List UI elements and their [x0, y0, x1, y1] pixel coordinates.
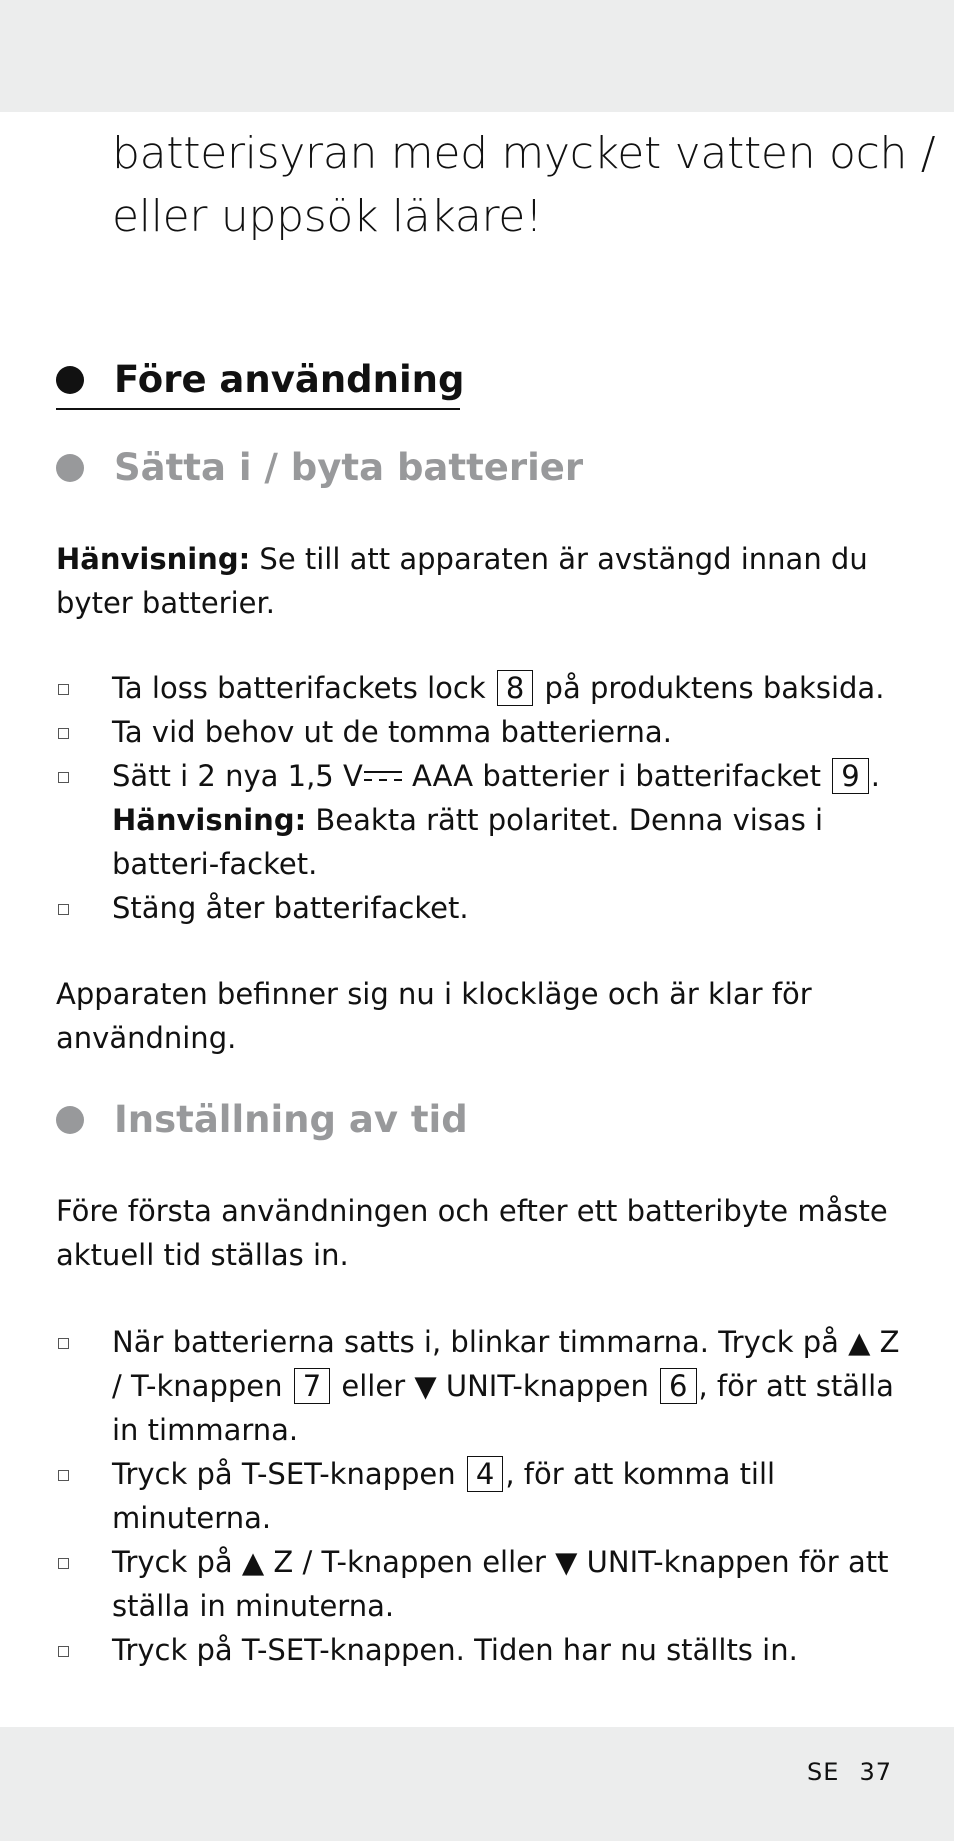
- time-heading-text: Inställning av tid: [114, 1098, 468, 1141]
- note-text: Se till att apparaten är avstängd innan du byter batterier.: [56, 542, 868, 620]
- note-label: Hänvisning:: [112, 803, 307, 837]
- time-heading: [56, 1098, 468, 1141]
- part-reference: 7: [294, 1368, 330, 1404]
- time-intro: Före första användningen och efter ett batteribyte måste aktuell tid ställas in.: [56, 1194, 888, 1272]
- list-item: Stäng åter batterifacket.: [56, 886, 916, 930]
- checkbox-bullet-icon: [58, 1470, 69, 1481]
- intro-line-1: batterisyran med mycket vatten och /: [112, 128, 936, 179]
- section-heading-text: Före användning: [114, 358, 465, 401]
- checkbox-bullet-icon: [58, 904, 69, 915]
- note-text: Beakta rätt polaritet. Denna visas i batteri-facket.: [112, 803, 824, 881]
- page-number: 37: [859, 1758, 892, 1786]
- bullet-dot-icon: [56, 454, 84, 482]
- part-reference: 8: [497, 670, 533, 706]
- note-label: Hänvisning:: [56, 542, 251, 576]
- bullet-dot-icon: [56, 1106, 84, 1134]
- batteries-heading-text: Sätta i / byta batterier: [114, 446, 584, 489]
- bullet-dot-icon: [56, 366, 84, 394]
- list-item: Ta loss batterifackets lock 8 på produktens baksida.: [56, 666, 916, 710]
- batteries-steps: [56, 666, 916, 930]
- intro-text: [112, 122, 935, 248]
- direct-current-icon: [363, 770, 403, 782]
- checkbox-bullet-icon: [58, 1338, 69, 1349]
- section-heading: [56, 356, 465, 404]
- checkbox-bullet-icon: [58, 728, 69, 739]
- list-item: Tryck på ▲ Z / T-knappen eller ▼ UNIT-knappen för att ställa in minuterna.: [56, 1540, 916, 1628]
- intro-line-2: eller uppsök läkare!: [112, 191, 543, 242]
- list-item: Sätt i 2 nya 1,5 V AAA batterier i batterifacket 9 . Hänvisning: Beakta rätt polaritet. Denna visas i batteri-facket.: [56, 754, 916, 886]
- batteries-note: [56, 537, 916, 625]
- top-margin-band: [0, 0, 954, 112]
- list-item: Tryck på T-SET-knappen. Tiden har nu ställts in.: [56, 1628, 916, 1672]
- part-reference: 4: [467, 1456, 503, 1492]
- list-item: Ta vid behov ut de tomma batterierna.: [56, 710, 916, 754]
- checkbox-bullet-icon: [58, 1646, 69, 1657]
- batteries-heading: [56, 446, 583, 489]
- batteries-closing: Apparaten befinner sig nu i klockläge och är klar för användning.: [56, 977, 812, 1055]
- checkbox-bullet-icon: [58, 684, 69, 695]
- part-reference: 9: [832, 758, 868, 794]
- list-item: Tryck på T-SET-knappen 4 , för att komma till minuterna.: [56, 1452, 916, 1540]
- section-heading-underline: [56, 408, 460, 410]
- checkbox-bullet-icon: [58, 1558, 69, 1569]
- page-footer: [807, 1758, 892, 1786]
- list-item: När batterierna satts i, blinkar timmarna. Tryck på ▲ Z / T-knappen 7 eller ▼ UNIT-knappen 6 , för att ställa in timmarna.: [56, 1320, 916, 1452]
- part-reference: 6: [660, 1368, 696, 1404]
- time-steps: [56, 1320, 916, 1672]
- language-code: SE: [807, 1758, 840, 1786]
- checkbox-bullet-icon: [58, 772, 69, 783]
